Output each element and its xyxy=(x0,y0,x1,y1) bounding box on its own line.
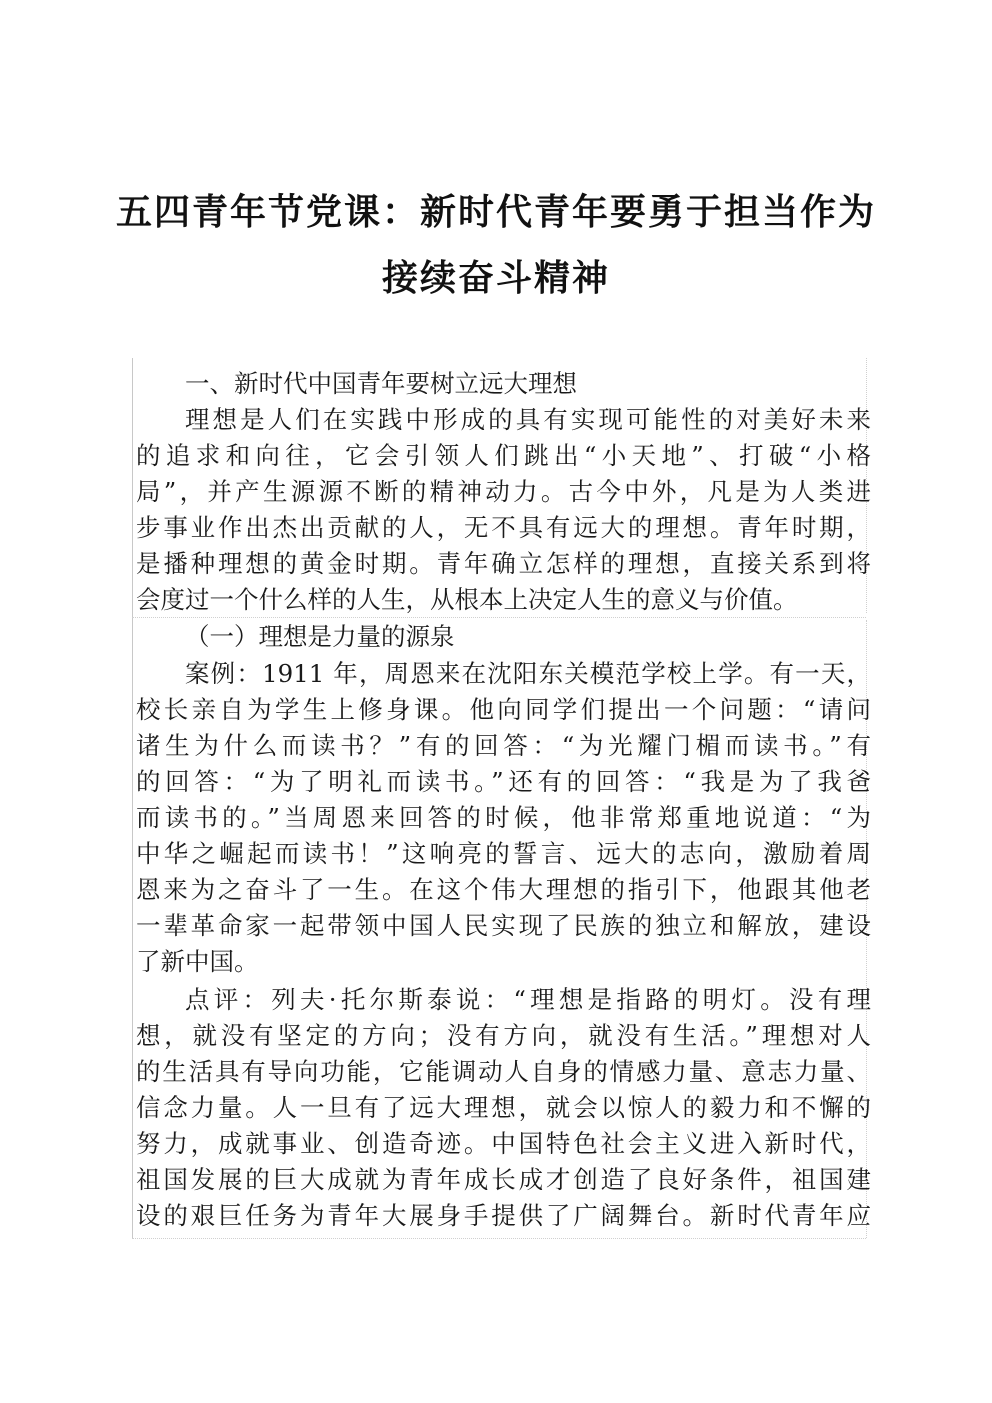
body-text-line: 的回答：“为了明礼而读书。”还有的回答：“我是为了我爸 xyxy=(136,767,871,796)
body-text-line: 校长亲自为学生上修身课。他向同学们提出一个问题：“请问 xyxy=(136,695,871,724)
body-text-line: 设的艰巨任务为青年大展身手提供了广阔舞台。新时代青年应 xyxy=(136,1201,871,1230)
subsection-heading: （一）理想是力量的源泉 xyxy=(185,622,455,651)
body-text-line: 的追求和向往，它会引领人们跳出“小天地”、打破“小格 xyxy=(136,441,871,470)
body-text-line: 努力，成就事业、创造奇迹。中国特色社会主义进入新时代， xyxy=(136,1129,871,1158)
text-frame-left-border xyxy=(132,358,133,1238)
section-heading: 一、新时代中国青年要树立远大理想 xyxy=(185,369,577,398)
body-text-line: 了新中国。 xyxy=(136,947,259,976)
body-text-line: 想，就没有坚定的方向；没有方向，就没有生活。”理想对人 xyxy=(136,1021,871,1050)
body-text-line: 恩来为之奋斗了一生。在这个伟大理想的指引下，他跟其他老 xyxy=(136,875,871,904)
text-frame-bottom-border xyxy=(132,1238,866,1239)
body-text-line: 的生活具有导向功能，它能调动人自身的情感力量、意志力量、 xyxy=(136,1057,871,1086)
body-text-line: 案例：1911 年，周恩来在沈阳东关模范学校上学。有一天， xyxy=(185,659,871,688)
document-title-line-2: 接续奋斗精神 xyxy=(381,258,610,299)
body-text-line: 理想是人们在实践中形成的具有实现可能性的对美好未来 xyxy=(185,405,871,434)
body-text-line: 一辈革命家一起带领中国人民实现了民族的独立和解放，建设 xyxy=(136,911,871,940)
body-text-line: 会度过一个什么样的人生，从根本上决定人生的意义与价值。 xyxy=(136,585,798,614)
body-text-line: 点评：列夫·托尔斯泰说：“理想是指路的明灯。没有理 xyxy=(185,985,871,1014)
body-text-line: 步事业作出杰出贡献的人，无不具有远大的理想。青年时期， xyxy=(136,513,871,542)
body-text-line: 信念力量。人一旦有了远大理想，就会以惊人的毅力和不懈的 xyxy=(136,1093,871,1122)
text-frame-divider xyxy=(132,617,866,618)
document-title-line-1: 五四青年节党课：新时代青年要勇于担当作为 xyxy=(115,192,876,233)
body-text-line: 中华之崛起而读书！”这响亮的誓言、远大的志向，激励着周 xyxy=(136,839,871,868)
body-text-line: 诸生为什么而读书？”有的回答：“为光耀门楣而读书。”有 xyxy=(136,731,871,760)
body-text-line: 是播种理想的黄金时期。青年确立怎样的理想，直接关系到将 xyxy=(136,549,871,578)
body-text-line: 局”，并产生源源不断的精神动力。古今中外，凡是为人类进 xyxy=(136,477,871,506)
body-text-line: 而读书的。”当周恩来回答的时候，他非常郑重地说道：“为 xyxy=(136,803,871,832)
body-text-line: 祖国发展的巨大成就为青年成长成才创造了良好条件，祖国建 xyxy=(136,1165,871,1194)
